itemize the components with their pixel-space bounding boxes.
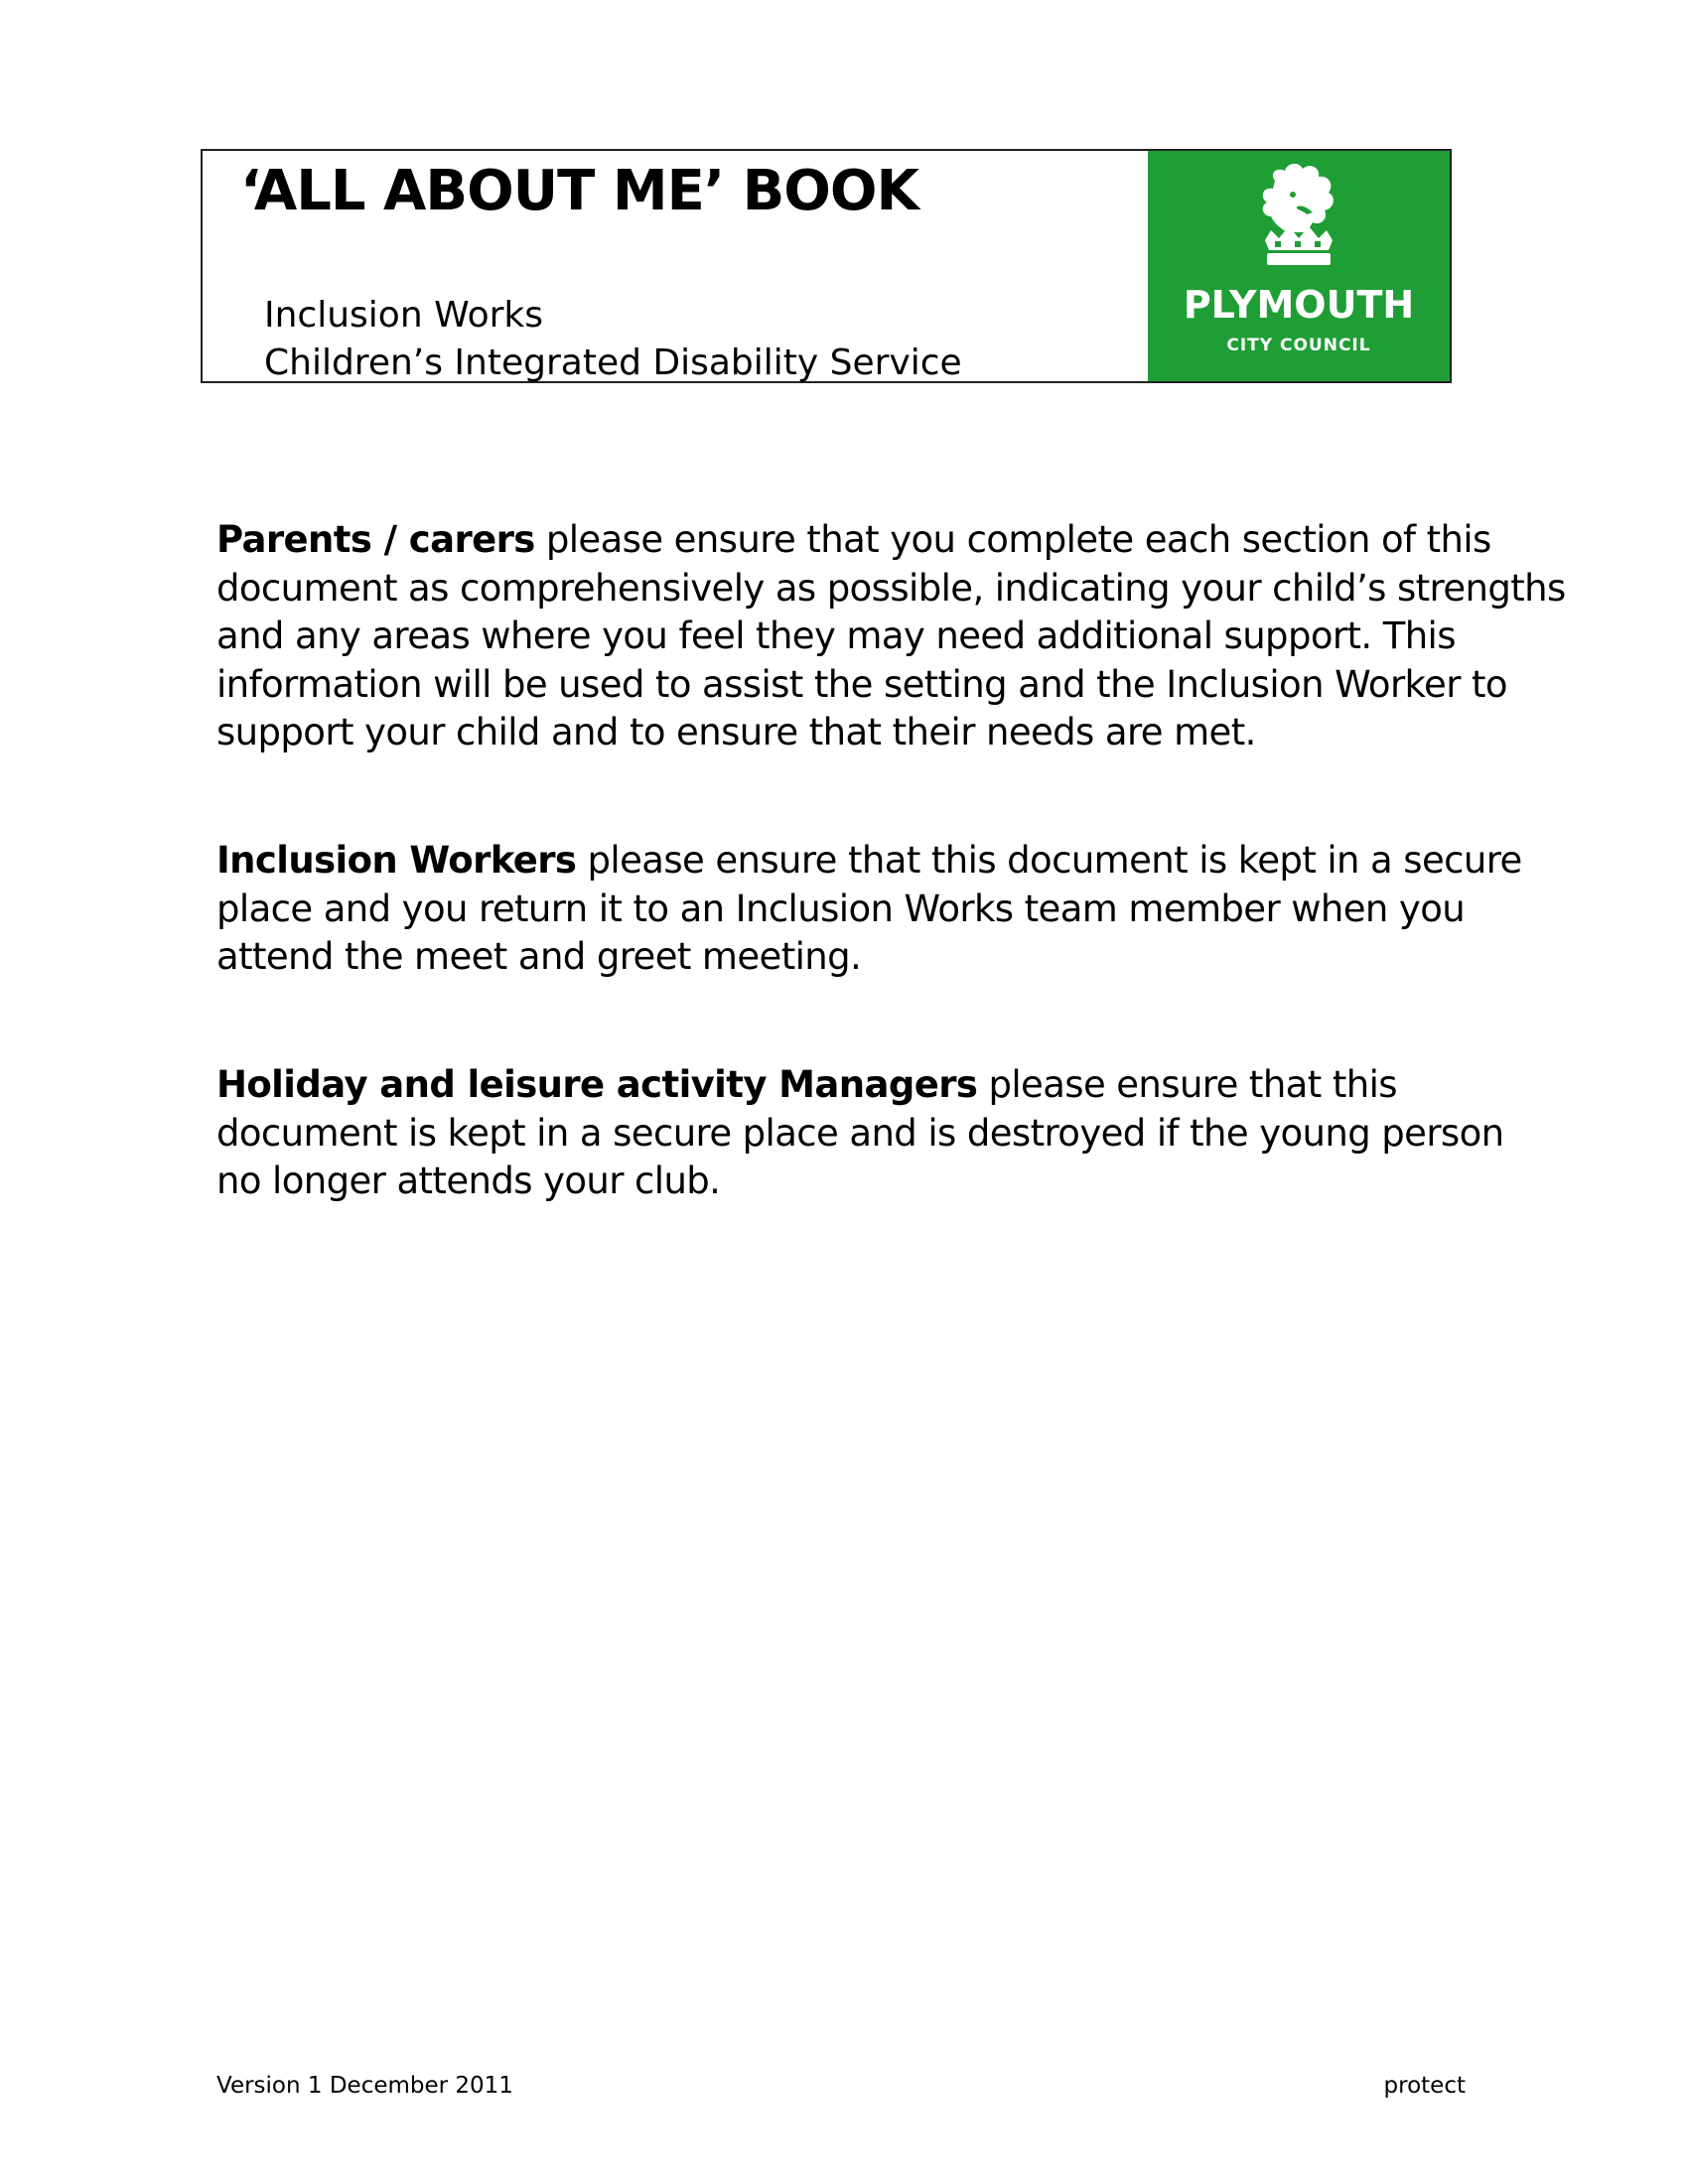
plymouth-city-council-logo <box>1148 151 1450 381</box>
paragraph-line: no longer attends your club. <box>216 1160 721 1202</box>
header-box <box>201 149 1452 383</box>
parents-carers-paragraph <box>216 516 1566 757</box>
paragraph-line: information will be used to assist the setting and the Inclusion Worker to <box>216 662 1507 706</box>
paragraph-line <box>216 837 1522 886</box>
paragraph-lead-bold: Parents / carers <box>216 518 535 561</box>
paragraph-text: please ensure that this <box>977 1063 1397 1106</box>
paragraph-line: support your child and to ensure that their needs are met. <box>216 711 1256 753</box>
header-subtitle-service: Children’s Integrated Disability Service <box>264 342 962 383</box>
paragraph-line: place and you return it to an Inclusion Works team member when you <box>216 887 1466 930</box>
paragraph-line <box>216 1061 1477 1110</box>
paragraph-line <box>216 516 1491 565</box>
paragraph-lead-bold: Inclusion Workers <box>216 839 577 882</box>
paragraph-line: document as comprehensively as possible, indicating your child’s strengths <box>216 566 1566 610</box>
paragraph-line: and any areas where you feel they may need additional support. This <box>216 614 1456 657</box>
paragraph-text: please ensure that you complete each section of this <box>534 518 1491 561</box>
document-title: ‘ALL ABOUT ME’ BOOK <box>240 159 918 223</box>
footer-classification: protect <box>1383 2073 1466 2099</box>
footer-version: Version 1 December 2011 <box>216 2073 513 2099</box>
paragraph-line: document is kept in a secure place and is destroyed if the young person <box>216 1111 1504 1155</box>
paragraph-lead-bold: Holiday and leisure activity Managers <box>216 1063 978 1106</box>
logo-wordmark: PLYMOUTH <box>1183 283 1415 327</box>
logo-subtext: CITY COUNCIL <box>1226 336 1371 355</box>
inclusion-workers-paragraph <box>216 837 1522 982</box>
paragraph-line: attend the meet and greet meeting. <box>216 935 862 978</box>
paragraph-text: please ensure that this document is kept in a secure <box>576 839 1522 882</box>
header-subtitle-organisation: Inclusion Works <box>264 295 544 336</box>
activity-managers-paragraph <box>216 1061 1504 1206</box>
